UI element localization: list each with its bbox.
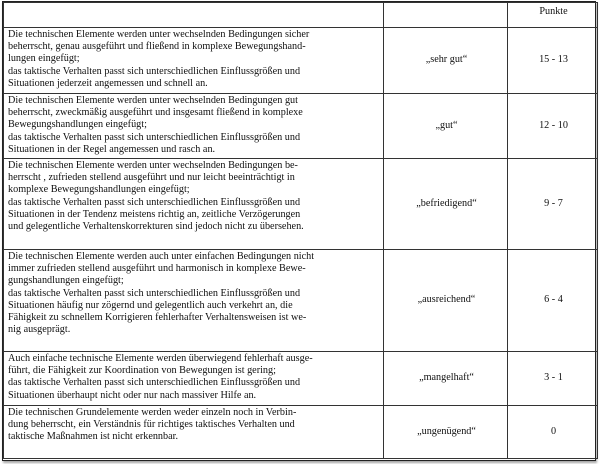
row-points: 12 - 10	[508, 94, 598, 159]
row-description	[4, 159, 384, 250]
table-row	[4, 94, 598, 159]
table-row	[4, 406, 598, 459]
row-grade: „mangelhaft“	[384, 352, 508, 406]
grading-table	[3, 2, 598, 459]
description-line: Bewegungshandlungen eingefügt;	[8, 119, 147, 131]
row-grade: „gut“	[384, 94, 508, 159]
row-points: 3 - 1	[508, 352, 598, 406]
description-line: beherrscht, genau ausgeführt und fließend in komplexe Bewegungshand-	[8, 41, 306, 53]
description-line: herrscht , zufrieden stellend ausgeführt und nur leicht beeinträchtigt in	[8, 172, 295, 184]
description-line: das taktische Verhalten passt sich unterschiedlichen Einflussgrößen und	[8, 131, 301, 143]
description-line: Die technischen Elemente werden unter wechselnden Bedingungen gut	[8, 95, 298, 106]
table-row	[4, 352, 598, 406]
row-description	[4, 352, 384, 406]
description-line: Fähigkeit zu schnellem Korrigieren fehlerhafter Verhaltensweisen ist we-	[8, 312, 307, 324]
header-points: Punkte	[508, 3, 598, 28]
description-line: lungen eingefügt;	[8, 53, 80, 65]
description-line: gungshandlungen eingefügt;	[8, 275, 124, 287]
description-line: und gelegentliche Verhaltenskorrekturen sind jedoch nicht zu übersehen.	[8, 221, 304, 233]
row-points: 6 - 4	[508, 250, 598, 352]
table-row	[4, 28, 598, 94]
description-line: Situationen jederzeit angemessen und schnell an.	[8, 77, 208, 89]
description-line: beherrscht, zweckmäßig ausgeführt und insgesamt fließend in komplexe	[8, 107, 303, 119]
description-line: komplexe Bewegungshandlungen eingefügt;	[8, 184, 190, 196]
description-line: Die technischen Elemente werden auch unter einfachen Bedingungen nicht	[8, 251, 315, 262]
row-grade: „befriedigend“	[384, 159, 508, 250]
table-header-row	[4, 3, 598, 28]
description-line: Auch einfache technische Elemente werden überwiegend fehlerhaft ausge-	[8, 353, 313, 364]
row-grade: „sehr gut“	[384, 28, 508, 94]
description-line: das taktische Verhalten passt sich unterschiedlichen Einflussgrößen und	[8, 65, 301, 77]
description-line: taktische Maßnahmen ist nicht erkennbar.	[8, 431, 179, 443]
description-line: Situationen in der Tendenz meistens richtig an, zeitliche Verzögerungen	[8, 208, 301, 220]
description-line: Die technischen Elemente werden unter wechselnden Bedingungen be-	[8, 160, 298, 171]
row-description	[4, 94, 384, 159]
row-grade: „ausreichend“	[384, 250, 508, 352]
description-line: Die technischen Elemente werden unter wechselnden Bedingungen sicher	[8, 29, 310, 40]
description-line: dung beherrscht, ein Verständnis für richtiges taktisches Verhalten und	[8, 419, 295, 431]
description-line: führt, die Fähigkeit zur Koordination von Bewegungen ist gering;	[8, 365, 276, 377]
row-description	[4, 250, 384, 352]
header-grade	[384, 3, 508, 28]
row-description	[4, 28, 384, 94]
description-line: das taktische Verhalten passt sich unterschiedlichen Einflussgrößen und	[8, 196, 301, 208]
row-points: 9 - 7	[508, 159, 598, 250]
description-line: immer zufrieden stellend ausgeführt und harmonisch in komplexe Bewe-	[8, 263, 306, 275]
row-points: 15 - 13	[508, 28, 598, 94]
description-line: nig ausgeprägt.	[8, 324, 71, 336]
description-line: Situationen in der Regel angemessen und rasch an.	[8, 143, 216, 155]
row-points: 0	[508, 406, 598, 459]
table-row	[4, 159, 598, 250]
header-description	[4, 3, 384, 28]
table-row	[4, 250, 598, 352]
description-line: das taktische Verhalten passt sich unterschiedlichen Einflussgrößen und	[8, 377, 301, 389]
row-grade: „ungenügend“	[384, 406, 508, 459]
description-line: das taktische Verhalten passt sich unterschiedlichen Einflussgrößen und	[8, 287, 301, 299]
description-line: Situationen häufig nur zögernd und gelegentlich auch verkehrt an, die	[8, 299, 293, 311]
description-line: Die technischen Grundelemente werden weder einzeln noch in Verbin-	[8, 407, 297, 418]
description-line: Situationen überhaupt nicht oder nur nach massiver Hilfe an.	[8, 389, 257, 401]
row-description	[4, 406, 384, 459]
grading-table-frame	[2, 1, 596, 461]
